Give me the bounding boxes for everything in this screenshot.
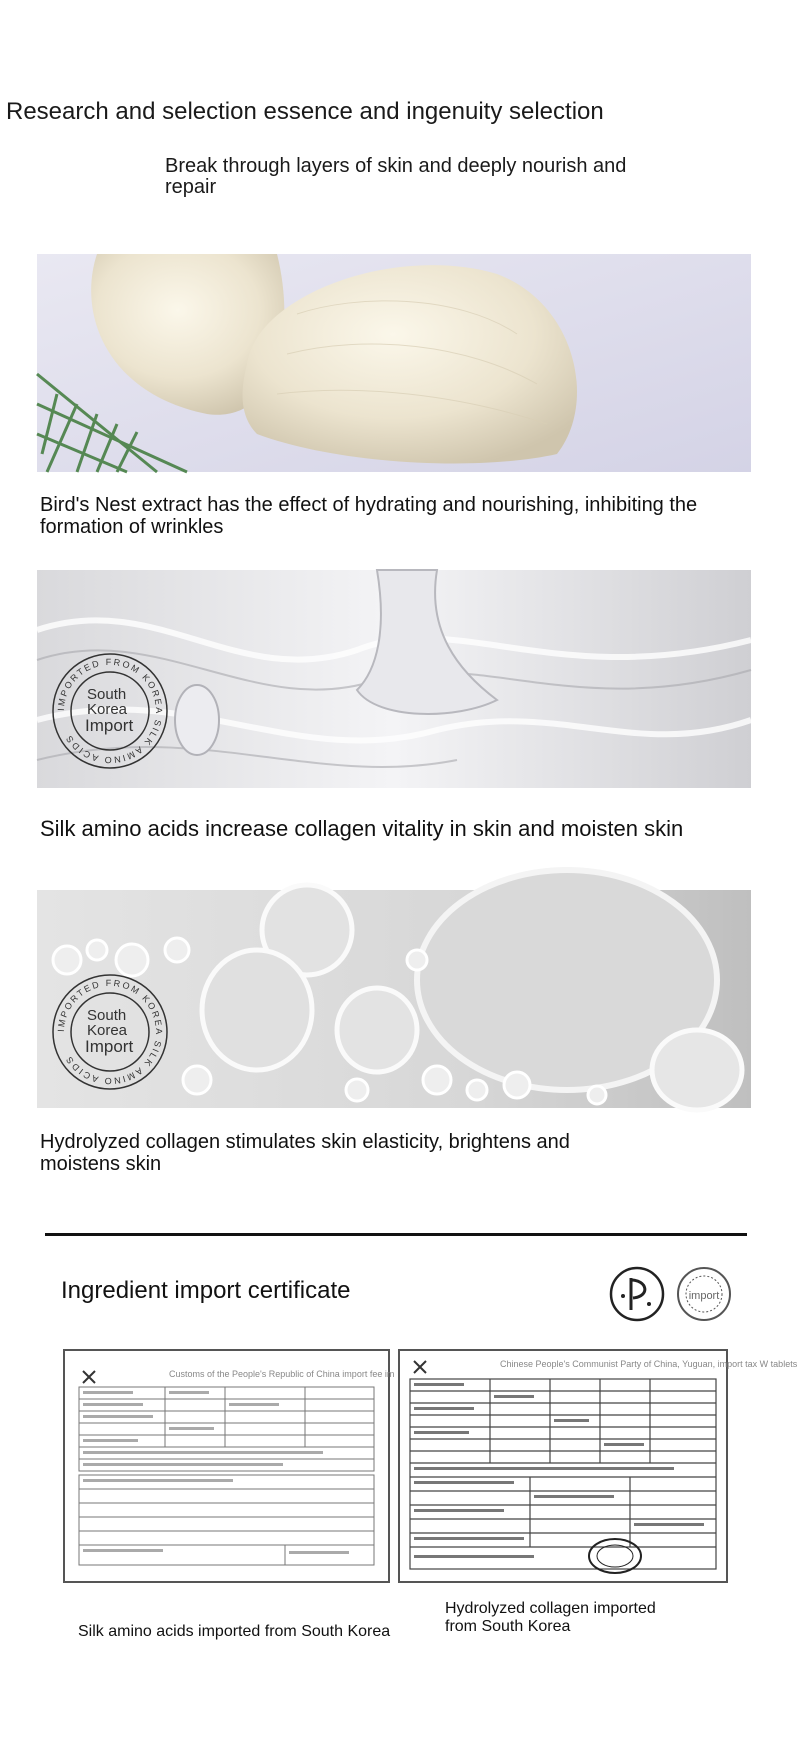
certificate-document-1 xyxy=(63,1349,395,1583)
stamp-line1: South xyxy=(87,686,127,703)
seal-text: import xyxy=(688,1290,720,1302)
korea-import-stamp-2 xyxy=(51,973,169,1091)
birds-nest-caption: Bird's Nest extract has the effect of hydrating and nourishing, inhibiting the formation of wrinkles xyxy=(40,494,698,538)
certificate-title: Ingredient import certificate xyxy=(61,1277,351,1304)
certificate-document-2 xyxy=(398,1349,797,1583)
customs-seal-icon xyxy=(676,1266,732,1322)
certificate-caption-2: Hydrolyzed collagen imported from South Korea xyxy=(445,1600,656,1635)
certificate-caption-1: Silk amino acids imported from South Korea xyxy=(78,1623,391,1640)
stamp-ring-text: IMPORTED FROM KOREA SILK AMINO ACIDS xyxy=(55,656,165,766)
doc2-header: Chinese People's Communist Party of China, Yuguan, import tax W tablets xyxy=(500,1359,797,1369)
page-subtitle: Break through layers of skin and deeply nourish and repair xyxy=(165,155,627,198)
stamp2-line3: Import xyxy=(85,1037,134,1056)
silk-gel-caption: Silk amino acids increase collagen vitality in skin and moisten skin xyxy=(40,816,684,841)
page-title: Research and selection essence and ingenuity selection xyxy=(6,98,604,125)
stamp2-line1: South xyxy=(87,1007,127,1024)
import-logo-icon xyxy=(609,1266,665,1322)
birds-nest-photo xyxy=(37,254,751,472)
collagen-caption: Hydrolyzed collagen stimulates skin elasticity, brightens and moistens skin xyxy=(40,1131,570,1175)
stamp2-line2: Korea xyxy=(87,1022,128,1039)
stamp-line3: Import xyxy=(85,716,134,735)
doc1-header: Customs of the People's Republic of China import fee im xyxy=(169,1369,395,1379)
stamp2-ring-text: IMPORTED FROM KOREA SILK AMINO ACIDS xyxy=(55,977,165,1087)
korea-import-stamp xyxy=(51,652,169,770)
section-divider xyxy=(45,1233,747,1236)
stamp-line2: Korea xyxy=(87,701,128,718)
